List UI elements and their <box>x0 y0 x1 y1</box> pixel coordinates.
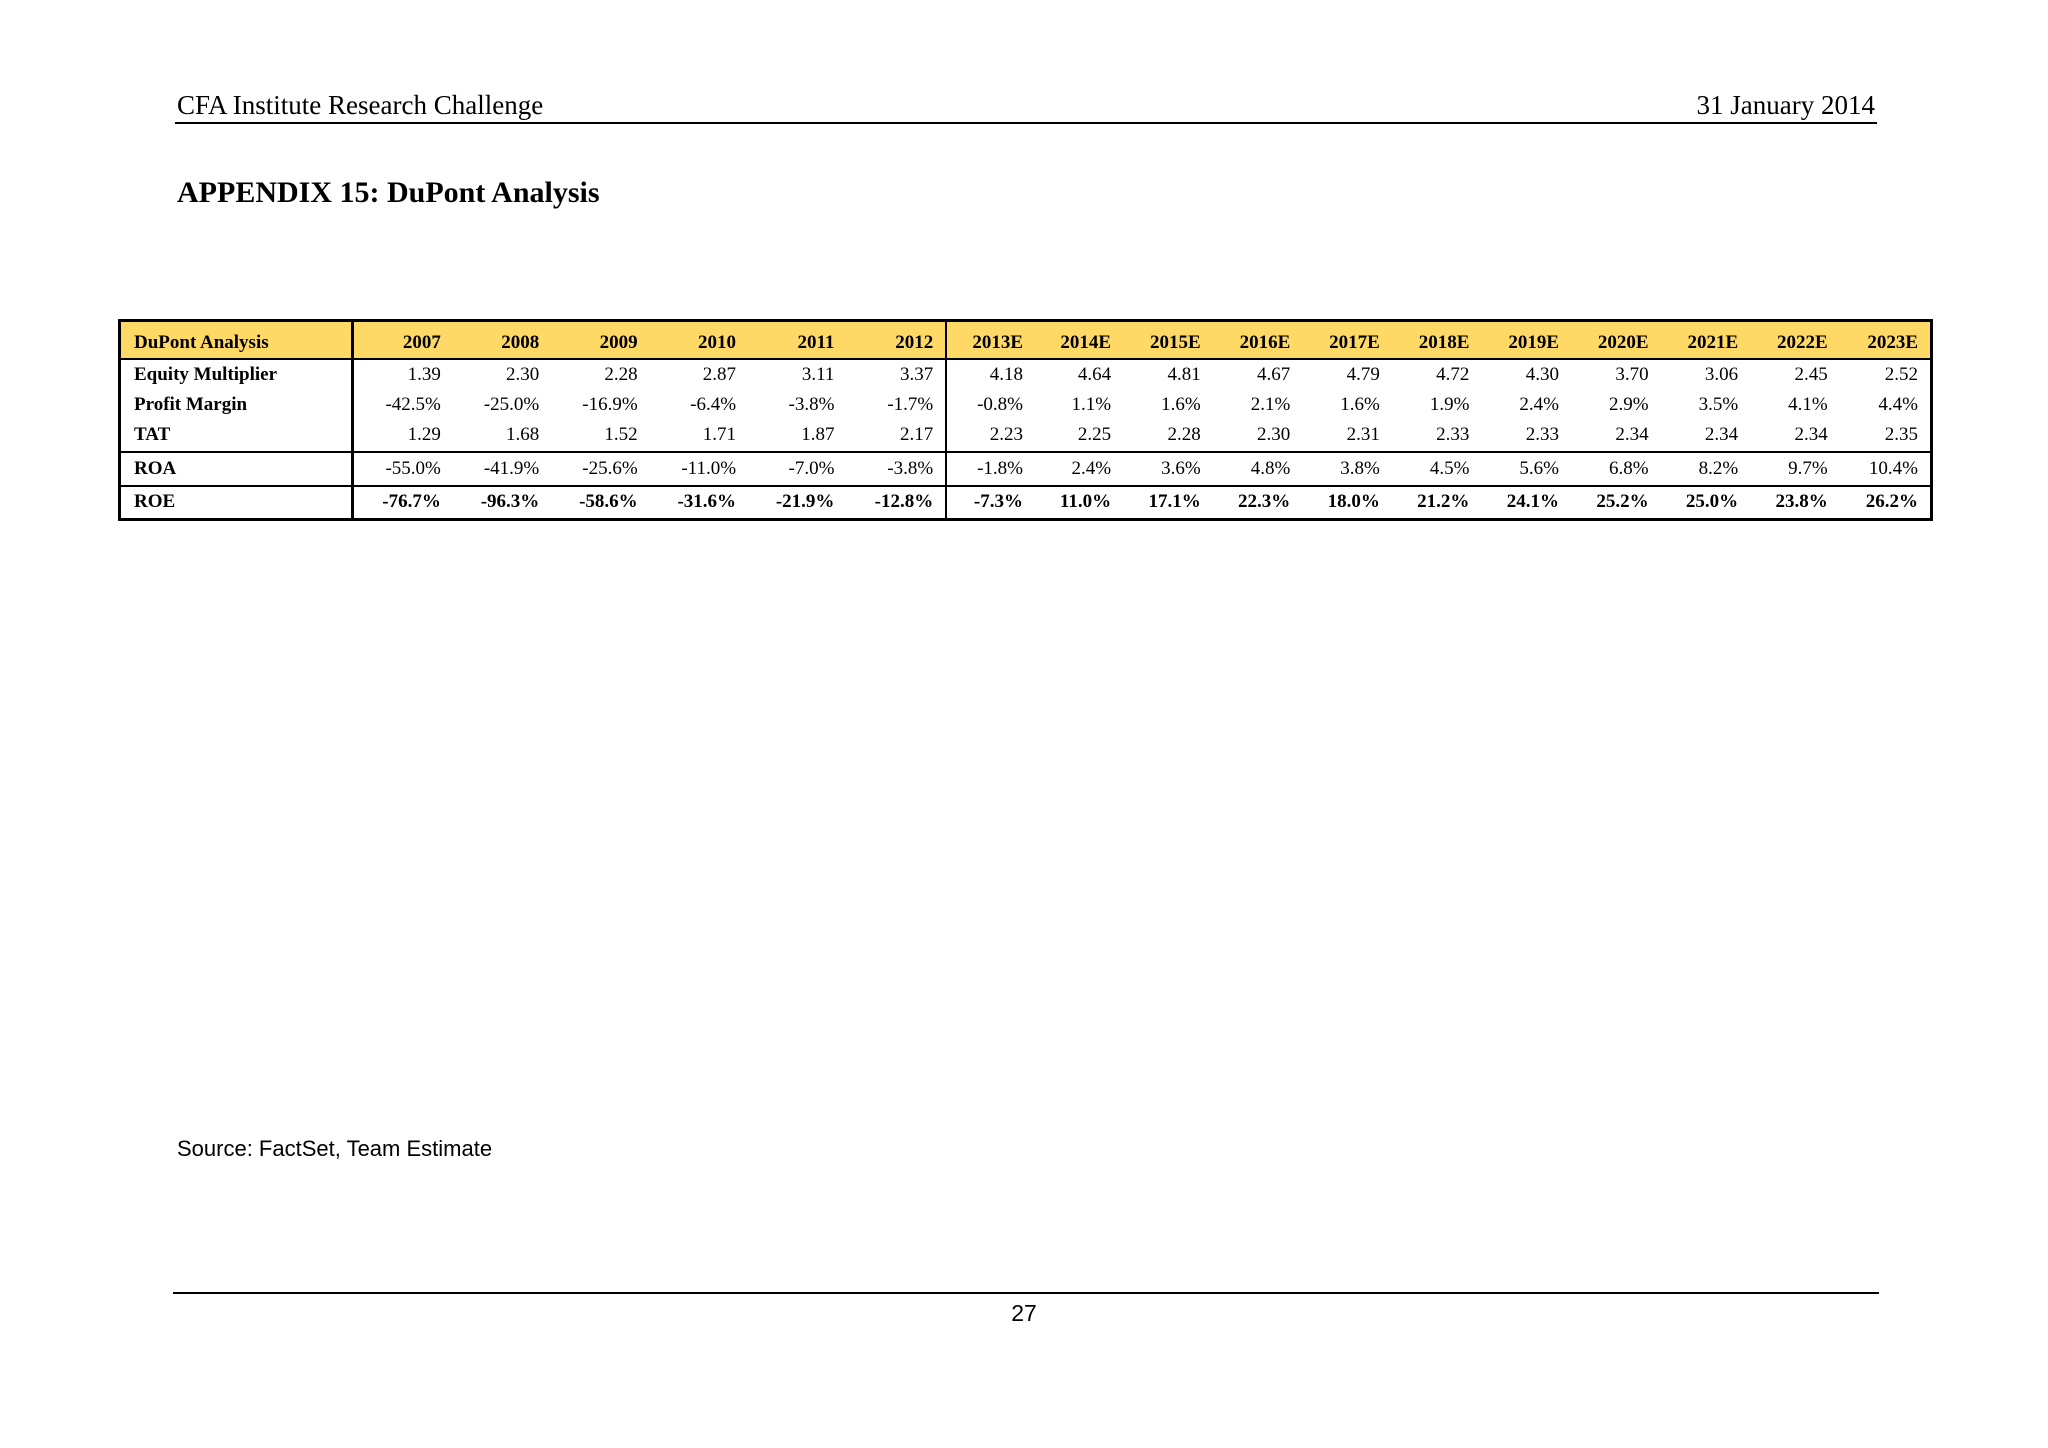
table-cell: 1.39 <box>407 363 441 385</box>
table-cell: 4.5% <box>1429 457 1470 479</box>
dupont-table <box>118 319 1933 521</box>
table-cell: 2.25 <box>1077 423 1112 445</box>
table-cell: 4.30 <box>1525 363 1559 385</box>
table-cell: -0.8% <box>977 394 1023 415</box>
table-cell: 3.70 <box>1615 363 1649 385</box>
table-cell: 2.23 <box>989 423 1023 445</box>
table-cell: 17.1% <box>1148 491 1201 513</box>
table-cell: 3.11 <box>801 363 835 385</box>
table-cell: -21.9% <box>775 491 835 513</box>
table-cell: -11.0% <box>681 457 737 479</box>
source-note: Source: FactSet, Team Estimate <box>177 1136 493 1161</box>
table-cell: 1.68 <box>506 423 540 445</box>
table-cell: 4.4% <box>1878 394 1918 415</box>
table-row <box>120 390 1932 421</box>
table-cell: 2.33 <box>1436 423 1470 445</box>
page-number: 27 <box>1011 1300 1037 1326</box>
row-label: Equity Multiplier <box>120 359 353 390</box>
table-cell: 1.87 <box>801 423 835 445</box>
year-header: 2015E <box>1123 321 1213 359</box>
table-cell: 3.06 <box>1704 363 1739 385</box>
table-cell: -6.4% <box>690 394 737 415</box>
table-cell: 3.5% <box>1698 394 1739 415</box>
row-label: ROE <box>120 486 353 520</box>
table-cell: 6.8% <box>1609 457 1649 479</box>
table-cell: 10.4% <box>1868 457 1918 479</box>
table-cell: 2.34 <box>1704 423 1739 445</box>
table-cell: 21.2% <box>1417 491 1470 513</box>
year-header: 2007 <box>352 321 452 359</box>
year-header: 2019E <box>1481 321 1571 359</box>
table-cell: 22.3% <box>1238 491 1291 513</box>
table-cell: 2.35 <box>1884 423 1918 445</box>
table-cell: 8.2% <box>1698 457 1739 479</box>
table-cell: -3.8% <box>846 452 946 486</box>
row-label: TAT <box>120 421 353 452</box>
appendix-title: APPENDIX 15: DuPont Analysis <box>177 176 600 209</box>
header-title: CFA Institute Research Challenge <box>177 90 544 120</box>
table-cell: -76.7% <box>382 491 441 513</box>
table-cell: 2.4% <box>1519 394 1559 415</box>
table-cell: -31.6% <box>677 491 737 513</box>
table-cell: 2.45 <box>1794 363 1828 385</box>
year-header: 2009 <box>551 321 649 359</box>
year-header: 2023E <box>1840 321 1932 359</box>
table-cell: 2.34 <box>1794 423 1828 445</box>
table-cell: 26.2% <box>1865 491 1918 513</box>
table-cell: 4.72 <box>1436 363 1470 385</box>
table-cell: 1.71 <box>702 423 737 445</box>
table-cell: -25.6% <box>582 457 638 479</box>
table-cell: -25.0% <box>483 394 540 415</box>
year-header: 2014E <box>1035 321 1123 359</box>
table-cell: -3.8% <box>788 394 835 415</box>
year-header: 2010 <box>650 321 748 359</box>
table-cell: 2.30 <box>506 363 540 385</box>
table-cell: 4.8% <box>1250 457 1291 479</box>
table-cell: 3.8% <box>1340 457 1380 479</box>
table-cell: -12.8% <box>846 486 946 520</box>
table-row <box>120 359 1932 390</box>
table-row <box>120 421 1932 452</box>
table-cell: 1.52 <box>604 423 638 445</box>
table-cell: 4.1% <box>1788 394 1828 415</box>
table-cell: 25.2% <box>1596 491 1649 513</box>
table-cell: 2.34 <box>1615 423 1649 445</box>
table-cell: 2.28 <box>1167 423 1201 445</box>
table-cell: -42.5% <box>385 394 441 415</box>
table-cell: 18.0% <box>1327 491 1380 513</box>
table-corner-label: DuPont Analysis <box>120 321 353 359</box>
year-header: 2008 <box>453 321 551 359</box>
table-row <box>120 486 1932 520</box>
table-cell: 2.1% <box>1250 394 1291 415</box>
table-cell: -16.9% <box>582 394 638 415</box>
table-cell: 2.31 <box>1346 423 1380 445</box>
table-cell: 1.9% <box>1429 394 1470 415</box>
table-cell: 1.6% <box>1161 394 1201 415</box>
page-header <box>175 86 1877 124</box>
table-cell: -41.9% <box>483 457 540 479</box>
table-cell: 3.6% <box>1161 457 1201 479</box>
year-header: 2017E <box>1302 321 1392 359</box>
table-cell: 9.7% <box>1788 457 1828 479</box>
table-cell: -96.3% <box>480 491 540 513</box>
footer-divider <box>173 1292 1879 1294</box>
table-cell: 1.1% <box>1071 394 1112 415</box>
year-header: 2016E <box>1213 321 1303 359</box>
year-header: 2020E <box>1571 321 1661 359</box>
table-cell: -55.0% <box>385 457 441 479</box>
table-cell: -1.8% <box>977 457 1023 479</box>
table-cell: 11.0% <box>1059 491 1112 513</box>
table-cell: -58.6% <box>579 491 638 513</box>
table-cell: 2.4% <box>1071 457 1112 479</box>
table-cell: 2.52 <box>1884 363 1918 385</box>
year-header: 2018E <box>1392 321 1482 359</box>
table-cell: 2.33 <box>1525 423 1559 445</box>
year-header: 2022E <box>1750 321 1840 359</box>
table-cell: 3.37 <box>846 359 946 390</box>
header-date: 31 January 2014 <box>1696 90 1875 120</box>
table-cell: 4.64 <box>1077 363 1112 385</box>
table-cell: 4.67 <box>1257 363 1291 385</box>
table-cell: -7.3% <box>973 491 1023 513</box>
table-cell: 4.79 <box>1346 363 1380 385</box>
table-cell: 4.81 <box>1167 363 1201 385</box>
table-cell: 2.30 <box>1257 423 1291 445</box>
table-cell: 24.1% <box>1506 491 1559 513</box>
table-cell: -1.7% <box>846 390 946 421</box>
table-cell: 5.6% <box>1519 457 1559 479</box>
year-header: 2013E <box>946 321 1035 359</box>
table-cell: 1.29 <box>407 423 441 445</box>
table-cell: 23.8% <box>1775 491 1828 513</box>
row-label: ROA <box>120 452 353 486</box>
year-header: 2011 <box>748 321 846 359</box>
table-cell: -7.0% <box>788 457 835 479</box>
year-header: 2021E <box>1661 321 1751 359</box>
table-cell: 2.28 <box>604 363 638 385</box>
table-cell: 4.18 <box>989 363 1023 385</box>
table-cell: 1.6% <box>1340 394 1380 415</box>
table-cell: 25.0% <box>1685 491 1739 513</box>
table-cell: 2.87 <box>702 363 737 385</box>
row-label: Profit Margin <box>120 390 353 421</box>
table-cell: 2.17 <box>846 421 946 452</box>
table-cell: 2.9% <box>1609 394 1649 415</box>
table-row <box>120 452 1932 486</box>
table-header-row <box>120 321 1932 359</box>
year-header: 2012 <box>846 321 946 359</box>
